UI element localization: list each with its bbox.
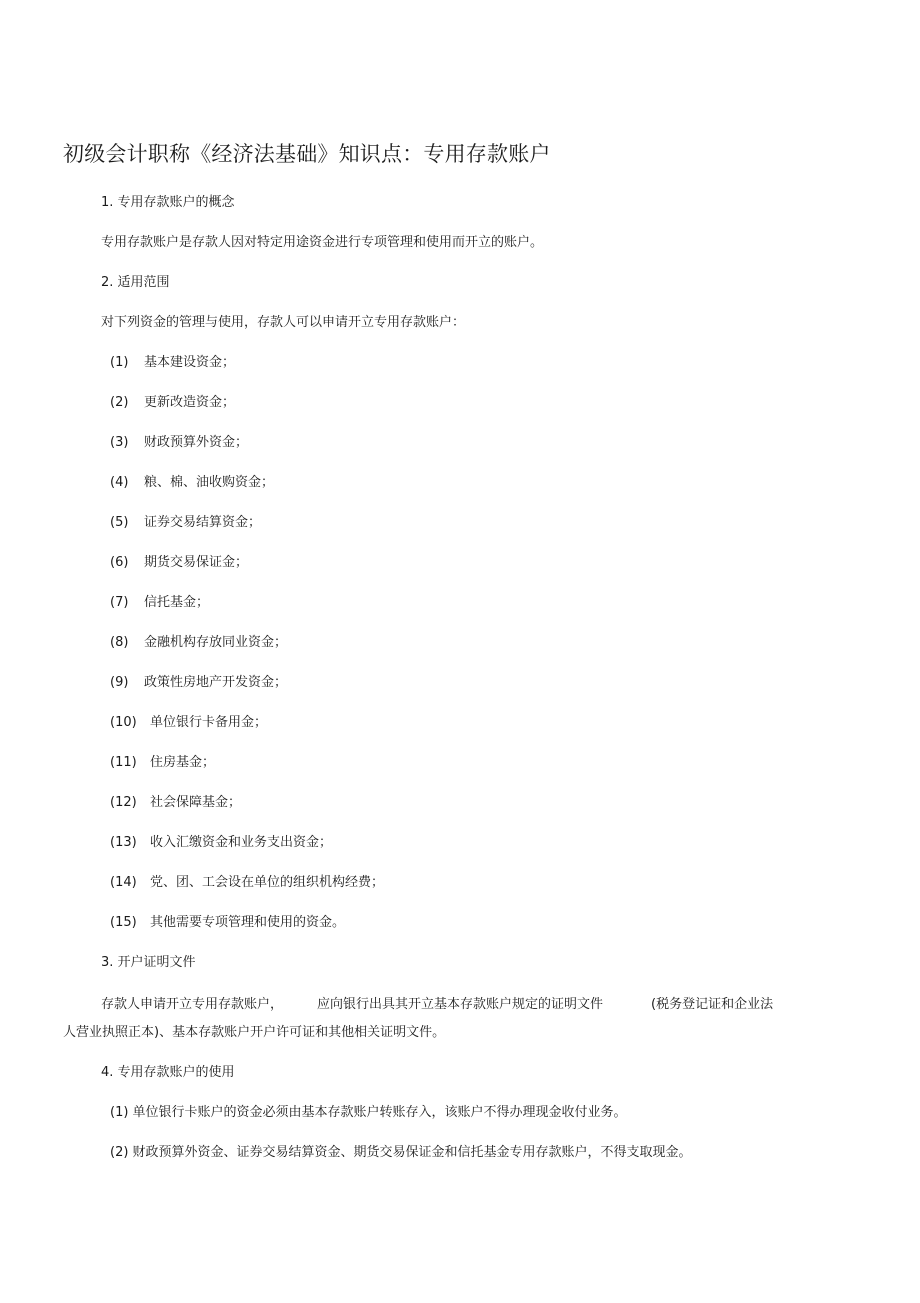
- list-item: (4) 粮、棉、油收购资金；: [110, 475, 275, 490]
- list-item: (11) 住房基金；: [110, 755, 216, 770]
- section-4-heading: 4. 专用存款账户的使用: [101, 1065, 235, 1080]
- list-item: (5) 证券交易结算资金；: [110, 515, 262, 530]
- list-item: (7) 信托基金；: [110, 595, 210, 610]
- usage-item: (1) 单位银行卡账户的资金必须由基本存款账户转账存入，该账户不得办理现金收付业务。: [110, 1105, 627, 1120]
- list-item: (6) 期货交易保证金；: [110, 555, 249, 570]
- section-1-heading: 1. 专用存款账户的概念: [101, 195, 235, 210]
- document-title: 初级会计职称《经济法基础》知识点：专用存款账户: [63, 142, 551, 166]
- list-item: (3) 财政预算外资金；: [110, 435, 249, 450]
- list-item: (10) 单位银行卡备用金；: [110, 715, 268, 730]
- list-item: (8) 金融机构存放同业资金；: [110, 635, 288, 650]
- usage-item: (2) 财政预算外资金、证券交易结算资金、期货交易保证金和信托基金专用存款账户，不得支取现金。: [110, 1145, 692, 1160]
- list-item: (1) 基本建设资金；: [110, 355, 236, 370]
- list-item: (12) 社会保障基金；: [110, 795, 242, 810]
- list-item: (9) 政策性房地产开发资金；: [110, 675, 288, 690]
- list-item: (14) 党、团、工会设在单位的组织机构经费；: [110, 875, 385, 890]
- section-2-intro: 对下列资金的管理与使用，存款人可以申请开立专用存款账户：: [101, 315, 466, 330]
- section-2-heading: 2. 适用范围: [101, 275, 170, 290]
- section-1-text: 专用存款账户是存款人因对特定用途资金进行专项管理和使用而开立的账户。: [101, 235, 544, 250]
- list-item: (13) 收入汇缴资金和业务支出资金；: [110, 835, 333, 850]
- section-3-paragraph-line-1: 存款人申请开立专用存款账户， 应向银行出具其开立基本存款账户规定的证明文件 (税务登记证和企业法: [101, 997, 774, 1012]
- section-3-heading: 3. 开户证明文件: [101, 955, 196, 970]
- list-item: (15) 其他需要专项管理和使用的资金。: [110, 915, 346, 930]
- list-item: (2) 更新改造资金；: [110, 395, 236, 410]
- section-3-paragraph-line-2: 人营业执照正本)、基本存款账户开户许可证和其他相关证明文件。: [63, 1025, 446, 1040]
